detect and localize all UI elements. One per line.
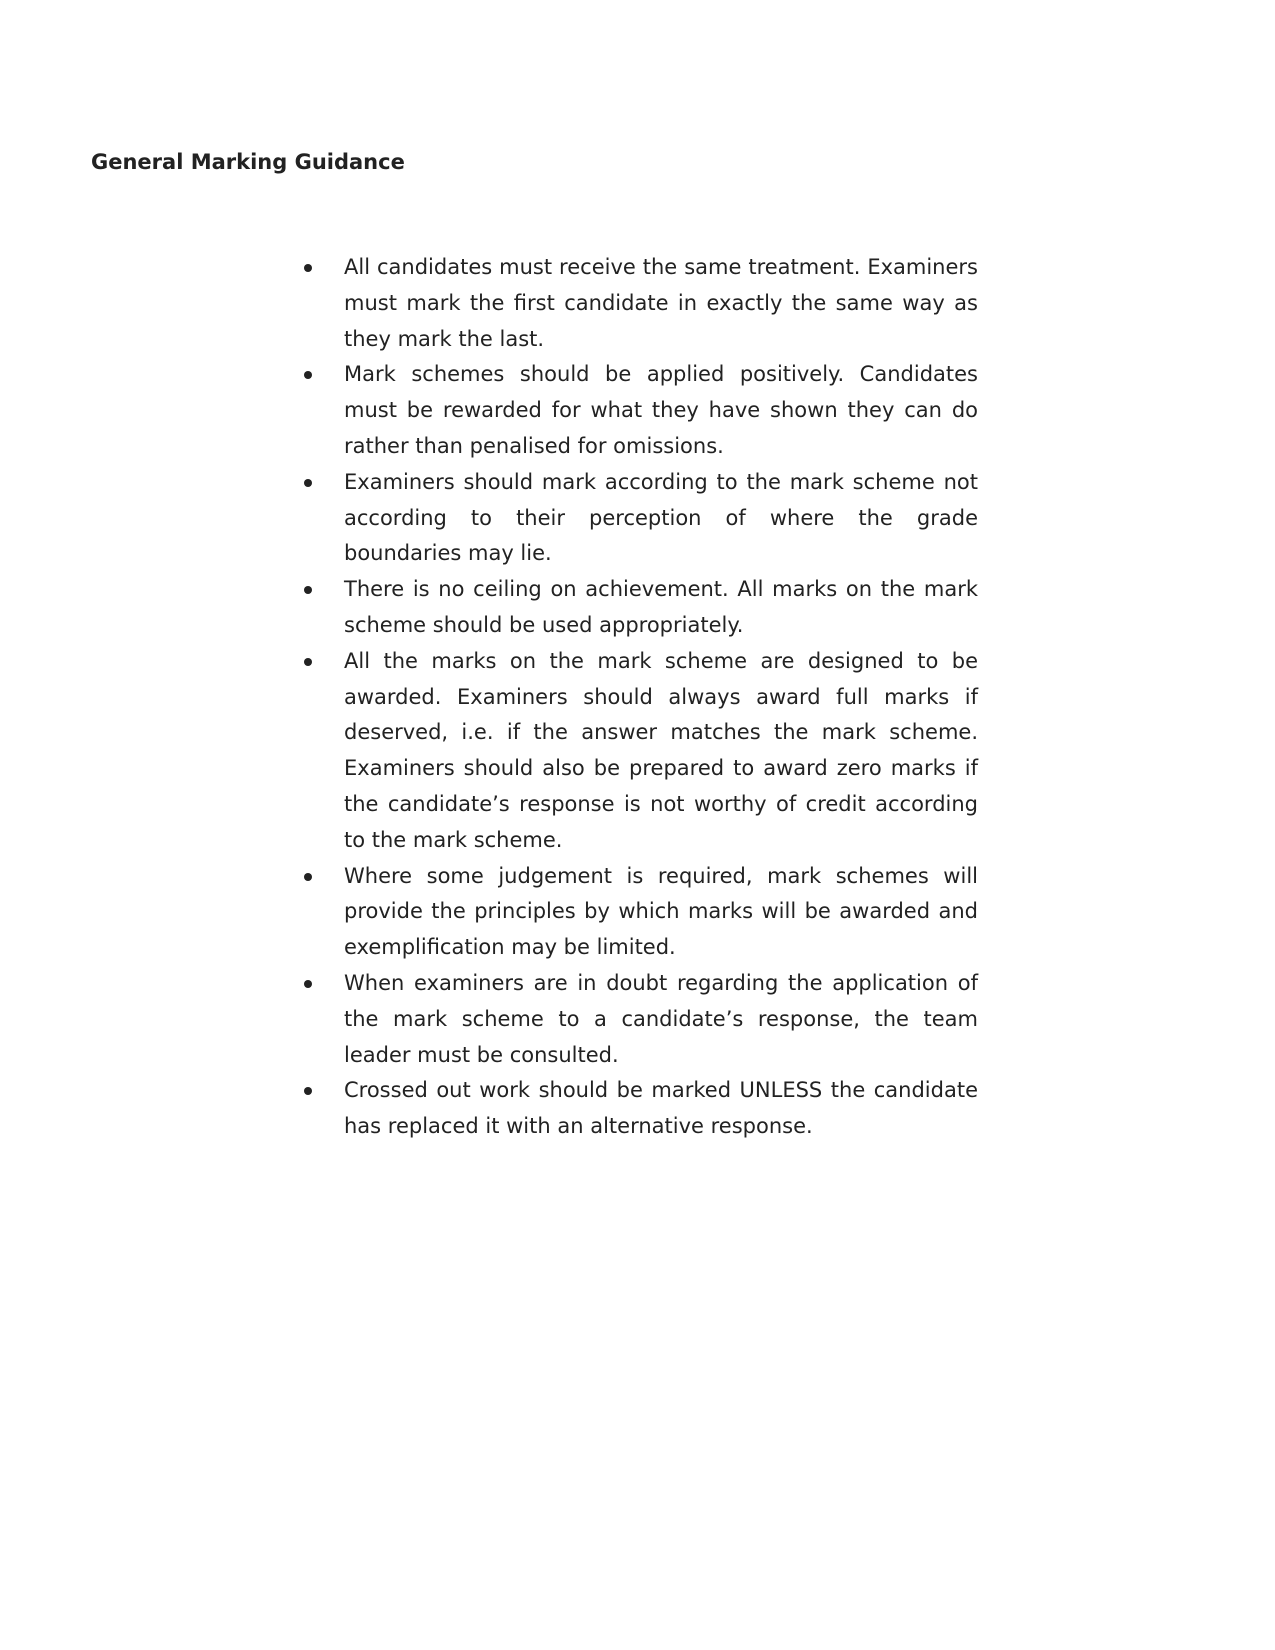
page-title: General Marking Guidance <box>91 150 405 174</box>
list-item-text: There is no ceiling on achievement. All marks on the mark scheme should be used appropriately. <box>344 577 978 637</box>
bullet-icon <box>304 479 312 487</box>
bullet-icon <box>304 264 312 272</box>
list-item-text: Examiners should mark according to the mark scheme not according to their perception of where the grade boundaries may lie. <box>344 469 978 566</box>
bullet-icon <box>304 371 312 379</box>
list-item-text: When examiners are in doubt regarding the application of the mark scheme to a candidate’s response, the team leader must be consulted. <box>344 970 978 1067</box>
list-item <box>300 250 978 357</box>
list-item <box>300 572 978 644</box>
list-item <box>300 859 978 966</box>
bullet-icon <box>304 873 312 881</box>
list-item <box>300 966 978 1073</box>
list-item-text: Mark schemes should be applied positively. Candidates must be rewarded for what they have shown they can do rather than penalised for omissions. <box>344 362 978 458</box>
list-item-text: Where some judgement is required, mark schemes will provide the principles by which marks will be awarded and exemplification may be limited. <box>344 863 978 960</box>
list-item <box>300 357 978 464</box>
list-item <box>300 1073 978 1145</box>
bullet-icon <box>304 658 312 666</box>
bullet-icon <box>304 1087 312 1095</box>
list-item-text: All candidates must receive the same treatment. Examiners must mark the first candidate in exactly the same way as they mark the last. <box>344 255 978 351</box>
list-item-text: Crossed out work should be marked UNLESS the candidate has replaced it with an alternative response. <box>344 1078 978 1139</box>
bullet-icon <box>304 586 312 594</box>
bullet-icon <box>304 980 312 988</box>
list-item <box>300 644 978 859</box>
list-item <box>300 465 978 572</box>
list-item-text: All the marks on the mark scheme are designed to be awarded. Examiners should always award full marks if deserved, i.e. if the answer matches the mark scheme. Examiners should also be prepared to award zero marks if the candidate’s response is not worthy of credit according to the mark scheme. <box>344 648 978 852</box>
guidance-list <box>300 250 978 1145</box>
